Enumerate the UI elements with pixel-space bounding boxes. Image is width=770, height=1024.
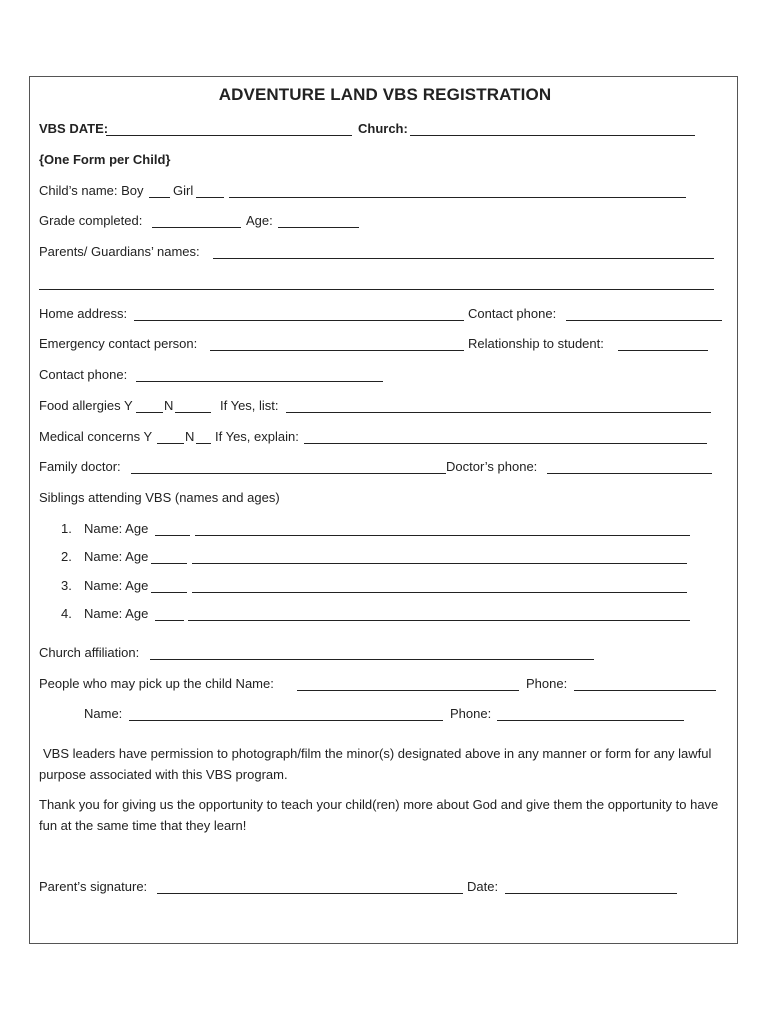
sibling-age-field[interactable] [151, 563, 187, 564]
medical-n-label: N [185, 429, 195, 444]
signature-label: Parent’s signature: [39, 879, 148, 894]
sibling-name-age-label: Name: Age [84, 578, 149, 593]
medical-concerns-label: Medical concerns Y [39, 429, 153, 444]
sibling-name-field[interactable] [195, 535, 690, 536]
vbs-date-label: VBS DATE: [39, 121, 109, 136]
sibling-name-age-label: Name: Age [84, 549, 149, 564]
sibling-name-field[interactable] [192, 563, 687, 564]
parents-field-line-2[interactable] [39, 289, 714, 290]
church-field[interactable] [410, 135, 695, 136]
medical-explain-field[interactable] [304, 443, 707, 444]
pickup-label: People who may pick up the child Name: [39, 676, 274, 691]
contact-phone-field[interactable] [566, 320, 722, 321]
pickup-phone-label-2: Phone: [450, 706, 492, 721]
food-allergies-list-field[interactable] [286, 412, 711, 413]
medical-yes-field[interactable] [157, 443, 184, 444]
vbs-date-field[interactable] [106, 135, 352, 136]
sibling-name-age-label: Name: Age [84, 606, 149, 621]
sibling-age-field[interactable] [155, 620, 184, 621]
church-affiliation-field[interactable] [150, 659, 594, 660]
food-allergies-n-label: N [164, 398, 174, 413]
pickup-name-label-2: Name: [84, 706, 123, 721]
age-label: Age: [246, 213, 273, 228]
pickup-phone-field-2[interactable] [497, 720, 684, 721]
pickup-phone-label: Phone: [526, 676, 568, 691]
pickup-name-field[interactable] [297, 690, 519, 691]
church-affiliation-label: Church affiliation: [39, 645, 140, 660]
date-label: Date: [467, 879, 499, 894]
photo-permission-text: VBS leaders have permission to photograph/film the minor(s) designated above in any manner or form for any lawful purpose associated with this VBS program. [39, 746, 712, 782]
sibling-number: 3. [61, 578, 72, 593]
contact-phone-field-2[interactable] [136, 381, 383, 382]
relationship-field[interactable] [618, 350, 708, 351]
sibling-name-field[interactable] [192, 592, 687, 593]
food-allergies-no-field[interactable] [175, 412, 211, 413]
sibling-age-field[interactable] [151, 592, 187, 593]
parents-label: Parents/ Guardians’ names: [39, 244, 200, 259]
child-name-field[interactable] [229, 197, 686, 198]
grade-field[interactable] [152, 227, 241, 228]
pickup-name-field-2[interactable] [129, 720, 443, 721]
childs-name-label: Child’s name: Boy [39, 183, 144, 198]
food-allergies-label: Food allergies Y [39, 398, 133, 413]
contact-phone-label: Contact phone: [468, 306, 557, 321]
medical-no-field[interactable] [196, 443, 211, 444]
doctors-phone-field[interactable] [547, 473, 712, 474]
one-form-note: {One Form per Child} [39, 152, 171, 167]
girl-field[interactable] [196, 197, 224, 198]
pickup-phone-field[interactable] [574, 690, 716, 691]
form-title: ADVENTURE LAND VBS REGISTRATION [218, 85, 552, 104]
sibling-number: 4. [61, 606, 72, 621]
sibling-age-field[interactable] [155, 535, 190, 536]
parents-field[interactable] [213, 258, 714, 259]
family-doctor-field[interactable] [131, 473, 446, 474]
thank-you-text: Thank you for giving us the opportunity to teach your child(ren) more about God and give them the opportunity to have fun at the same time that they learn! [39, 797, 719, 833]
girl-label: Girl [173, 183, 194, 198]
food-if-yes-label: If Yes, list: [220, 398, 279, 413]
boy-field[interactable] [149, 197, 170, 198]
family-doctor-label: Family doctor: [39, 459, 121, 474]
sibling-name-age-label: Name: Age [84, 521, 149, 536]
siblings-label: Siblings attending VBS (names and ages) [39, 490, 280, 505]
home-address-label: Home address: [39, 306, 128, 321]
sibling-number: 2. [61, 549, 72, 564]
medical-if-yes-label: If Yes, explain: [215, 429, 299, 444]
emergency-contact-field[interactable] [210, 350, 464, 351]
sibling-name-field[interactable] [188, 620, 690, 621]
home-address-field[interactable] [134, 320, 464, 321]
doctors-phone-label: Doctor’s phone: [446, 459, 538, 474]
relationship-label: Relationship to student: [468, 336, 604, 351]
emergency-contact-label: Emergency contact person: [39, 336, 198, 351]
food-allergies-yes-field[interactable] [136, 412, 163, 413]
age-field[interactable] [278, 227, 359, 228]
grade-label: Grade completed: [39, 213, 143, 228]
date-field[interactable] [505, 893, 677, 894]
contact-phone-label-2: Contact phone: [39, 367, 128, 382]
sibling-number: 1. [61, 521, 72, 536]
signature-field[interactable] [157, 893, 463, 894]
church-label: Church: [358, 121, 408, 136]
